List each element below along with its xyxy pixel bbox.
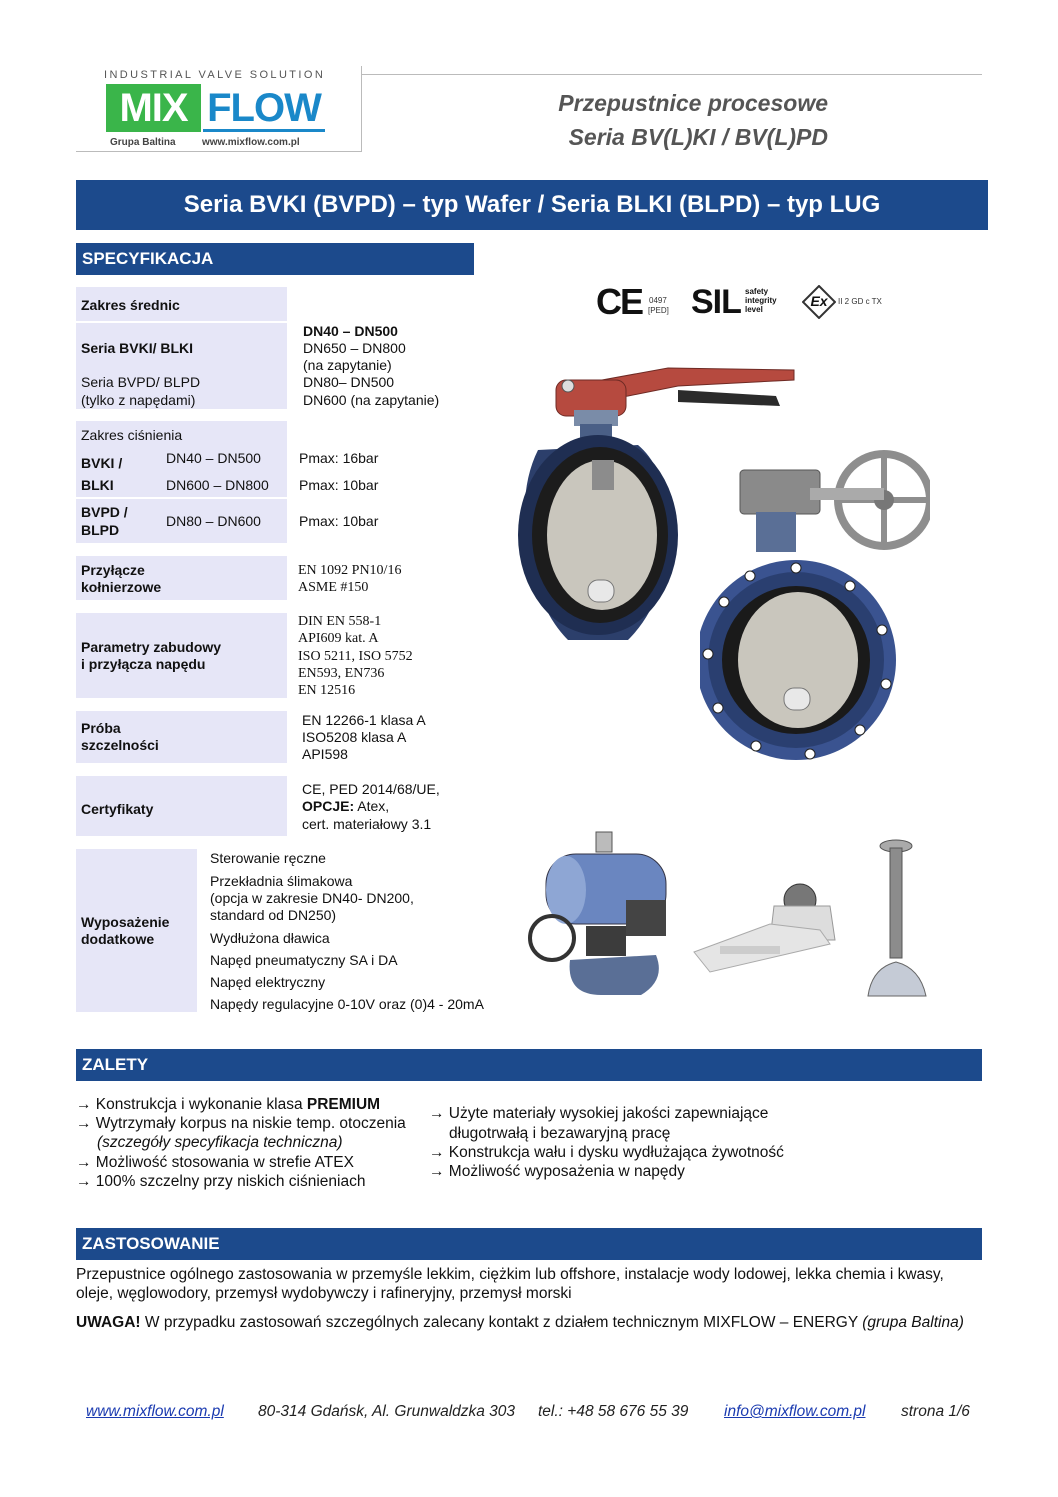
equip-item: Napędy regulacyjne 0-10V oraz (0)4 - 20mA <box>210 996 484 1012</box>
header-divider <box>362 74 982 75</box>
spec-flange-label-1: Przyłącze <box>81 562 145 578</box>
advantage-item: → Użyte materiały wysokiej jakości zapewniające <box>429 1105 769 1122</box>
advantage-note: (szczegóły specyfikacja techniczna) <box>97 1134 343 1151</box>
footer-phone: tel.: +48 58 676 55 39 <box>538 1403 689 1420</box>
spec-pressure-value-3: Pmax: 10bar <box>299 513 379 529</box>
spec-range-value-1: DN40 – DN500 <box>303 323 398 339</box>
lug-valve-image <box>700 430 930 770</box>
spec-cert-value-3: cert. materiałowy 3.1 <box>302 816 432 832</box>
spec-cert-value-2 <box>302 798 389 816</box>
advantage-item: długotrwałą i bezawaryjną pracę <box>449 1125 671 1142</box>
logo-mix: MIX <box>106 84 201 132</box>
options-value: Atex, <box>354 798 390 814</box>
equip-item: standard od DN250) <box>210 907 337 923</box>
spec-mount-value-5: EN 12516 <box>298 683 356 698</box>
spec-heading: SPECYFIKACJA <box>76 243 474 275</box>
spec-range-value-2: DN650 – DN800 <box>303 340 406 356</box>
extended-stem-image <box>862 838 932 998</box>
equip-item: Przekładnia ślimakowa <box>210 873 353 889</box>
warning-label: UWAGA! <box>76 1314 141 1331</box>
pneumatic-actuator-image <box>526 830 676 995</box>
application-text-1: Przepustnice ogólnego zastosowania w przemyśle lekkim, ciężkim lub offshore, instalacje wody lodowej, lekka chemia i kwasy, <box>76 1266 944 1283</box>
footer-page-number: strona 1/6 <box>901 1403 970 1420</box>
options-label: OPCJE: <box>302 798 355 814</box>
spec-pressure-label: Zakres ciśnienia <box>81 427 183 443</box>
application-warning: UWAGA! W przypadku zastosowań szczególnych zalecany kontakt z działem technicznym MIXFLOW – ENERGY (grupa Baltina) <box>76 1314 964 1331</box>
footer-email-link[interactable]: info@mixflow.com.pl <box>724 1403 866 1420</box>
spec-mount-value-3: ISO 5211, ISO 5752 <box>298 649 413 664</box>
equip-item: Napęd pneumatyczny SA i DA <box>210 952 398 968</box>
spec-range-value-3: (na zapytanie) <box>303 357 392 373</box>
spec-cert-label: Certyfikaty <box>81 801 154 817</box>
atex-ex-icon: Ex II 2 GD c TX <box>802 285 902 319</box>
footer-website-link[interactable]: www.mixflow.com.pl <box>86 1403 224 1420</box>
advantages-heading: ZALETY <box>76 1049 982 1081</box>
spec-bvpd-label: Seria BVPD/ BLPD <box>81 374 201 390</box>
spec-test-label-1: Próba <box>81 720 121 736</box>
advantage-item: → Wytrzymały korpus na niskie temp. otoczenia <box>76 1115 406 1132</box>
spec-pressure-bvki: BVKI / <box>81 455 123 471</box>
spec-pressure-bvpd: BVPD / <box>81 504 128 520</box>
footer-website[interactable] <box>86 1403 224 1421</box>
spec-range-value-5: DN600 (na zapytanie) <box>303 392 440 408</box>
logo-group: Grupa Baltina <box>110 137 176 148</box>
title-line-2: Seria BV(L)KI / BV(L)PD <box>568 124 828 150</box>
spec-flange-label-2: kołnierzowe <box>81 579 162 595</box>
spec-flange-value-1: EN 1092 PN10/16 <box>298 563 402 578</box>
equip-item: Napęd elektryczny <box>210 974 326 990</box>
spec-bvpd-note: (tylko z napędami) <box>81 392 196 408</box>
spec-mount-value-1: DIN EN 558-1 <box>298 614 382 629</box>
spec-cert-value-1: CE, PED 2014/68/UE, <box>302 781 440 797</box>
spec-test-value-1: EN 12266-1 klasa A <box>302 712 426 728</box>
spec-mount-value-2: API609 kat. A <box>298 631 379 646</box>
equip-item: (opcja w zakresie DN40- DN200, <box>210 890 414 906</box>
spec-pressure-value-2: Pmax: 10bar <box>299 477 379 493</box>
limit-switch-box-image <box>690 880 855 980</box>
equip-item: Wydłużona dławica <box>210 930 330 946</box>
spec-test-label-2: szczelności <box>81 737 159 753</box>
advantage-item: → 100% szczelny przy niskich ciśnieniach <box>76 1173 366 1190</box>
spec-equip-label-1: Wyposażenie <box>81 914 170 930</box>
application-text-2: oleje, węglowodory, przemysł wydobywczy i rafineryjny, przemysł morski <box>76 1285 572 1302</box>
sil-logo-icon: SIL safety integrity level <box>691 283 777 321</box>
spec-test-value-2: ISO5208 klasa A <box>302 729 407 745</box>
row-divider <box>76 321 287 323</box>
series-banner: Seria BVKI (BVPD) – typ Wafer / Seria BLKI (BLPD) – typ LUG <box>76 180 988 230</box>
spec-range-value-4: DN80– DN500 <box>303 374 395 390</box>
spec-pressure-blki: BLKI <box>81 477 114 493</box>
footer-address: 80-314 Gdańsk, Al. Grunwaldzka 303 <box>258 1403 516 1420</box>
spec-pressure-blpd: BLPD <box>81 522 120 538</box>
spec-range-label: Zakres średnic <box>81 297 180 313</box>
spec-mount-label-1: Parametry zabudowy <box>81 639 222 655</box>
spec-equip-label-2: dodatkowe <box>81 931 155 947</box>
spec-pressure-range-3: DN80 – DN600 <box>166 513 261 529</box>
spec-mount-value-4: EN593, EN736 <box>298 666 385 681</box>
spec-pressure-range-1: DN40 – DN500 <box>166 450 261 466</box>
advantage-item: → Konstrukcja i wykonanie klasa PREMIUM <box>76 1096 381 1113</box>
spec-pressure-value-1: Pmax: 16bar <box>299 450 379 466</box>
advantage-item: → Możliwość wyposażenia w napędy <box>429 1163 685 1180</box>
spec-pressure-range-2: DN600 – DN800 <box>166 477 269 493</box>
equip-item: Sterowanie ręczne <box>210 850 326 866</box>
footer-email[interactable] <box>724 1403 866 1421</box>
spec-test-value-3: API598 <box>302 746 348 762</box>
document-title <box>480 86 828 154</box>
logo-tagline: INDUSTRIAL VALVE SOLUTION <box>104 69 326 81</box>
ce-mark-icon: CE 0497 [PED] <box>596 281 669 322</box>
spec-mount-label-2: i przyłącza napędu <box>81 656 206 672</box>
logo-flow: FLOW <box>203 84 325 132</box>
spec-bvki-label: Seria BVKI/ BLKI <box>81 340 194 356</box>
row-divider <box>76 497 287 499</box>
advantage-item: → Konstrukcja wału i dysku wydłużająca żywotność <box>429 1144 784 1161</box>
logo-website: www.mixflow.com.pl <box>202 137 300 148</box>
title-line-1: Przepustnice procesowe <box>558 90 828 116</box>
application-heading: ZASTOSOWANIE <box>76 1228 982 1260</box>
spec-flange-value-2: ASME #150 <box>298 580 369 595</box>
advantage-item: → Możliwość stosowania w strefie ATEX <box>76 1154 354 1171</box>
company-logo <box>76 66 362 152</box>
